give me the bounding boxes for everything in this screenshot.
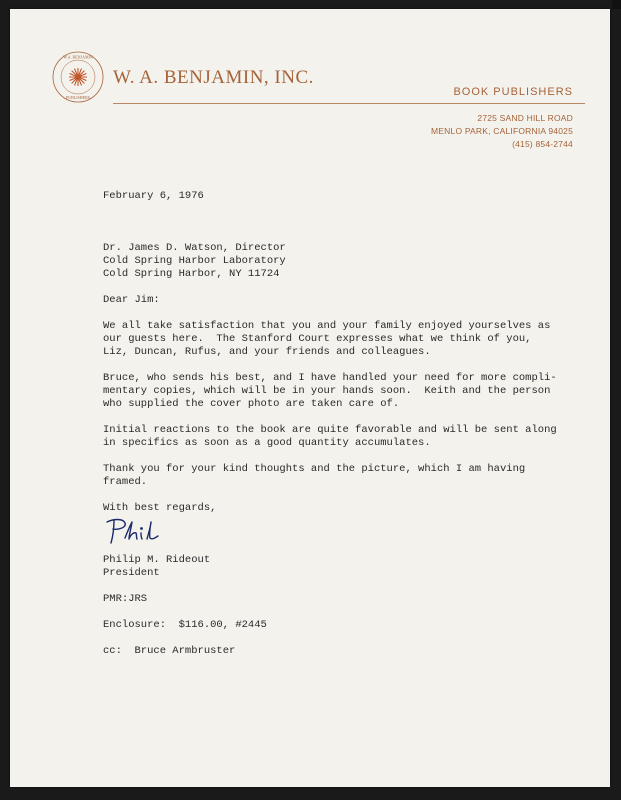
svg-text:W.A. BENJAMIN: W.A. BENJAMIN	[63, 54, 93, 60]
company-name: W. A. BENJAMIN, INC.	[113, 67, 314, 88]
paragraph-line: in specifics as soon as a good quantity accumulates.	[103, 437, 431, 449]
paragraph-line: Bruce, who sends his best, and I have handled your need for more compli-	[103, 372, 557, 384]
address-line: 2725 SAND HILL ROAD	[477, 113, 573, 123]
scan-corner	[612, 0, 621, 9]
paragraph-line: Initial reactions to the book are quite favorable and will be sent along	[103, 424, 557, 436]
address-line: MENLO PARK, CALIFORNIA 94025	[431, 126, 573, 136]
paragraph-line: our guests here. The Stanford Court expresses what we think of you,	[103, 333, 532, 345]
paragraph-line: Liz, Duncan, Rufus, and your friends and colleagues.	[103, 346, 431, 358]
reference-initials: PMR:JRS	[103, 593, 148, 605]
paragraph-line: who supplied the cover photo are taken care of.	[103, 398, 400, 410]
paragraph-line: We all take satisfaction that you and your family enjoyed yourselves as	[103, 320, 551, 332]
paragraph-line: framed.	[103, 476, 148, 488]
company-address	[431, 112, 573, 151]
signer-title: President	[103, 567, 160, 579]
publisher-seal-logo	[51, 50, 105, 104]
recipient-line: Cold Spring Harbor Laboratory	[103, 255, 286, 267]
paragraph-line: mentary copies, which will be in your hands soon. Keith and the person	[103, 385, 551, 397]
recipient-line: Cold Spring Harbor, NY 11724	[103, 268, 280, 280]
division-label: BOOK PUBLISHERS	[453, 86, 573, 98]
address-phone: (415) 854-2744	[512, 139, 573, 149]
signer-name: Philip M. Rideout	[103, 554, 211, 566]
letter-page	[10, 9, 610, 787]
closing: With best regards,	[103, 502, 217, 514]
salutation: Dear Jim:	[103, 294, 160, 306]
paragraph-line: Thank you for your kind thoughts and the picture, which I am having	[103, 463, 526, 475]
recipient-line: Dr. James D. Watson, Director	[103, 242, 286, 254]
letter-date: February 6, 1976	[103, 190, 204, 202]
svg-text:PUBLISHERS: PUBLISHERS	[65, 95, 91, 100]
handwritten-signature	[105, 516, 175, 546]
letter-body	[103, 190, 573, 658]
enclosure-note: Enclosure: $116.00, #2445	[103, 619, 267, 631]
letterhead-rule	[113, 103, 585, 104]
cc-note: cc: Bruce Armbruster	[103, 645, 236, 657]
